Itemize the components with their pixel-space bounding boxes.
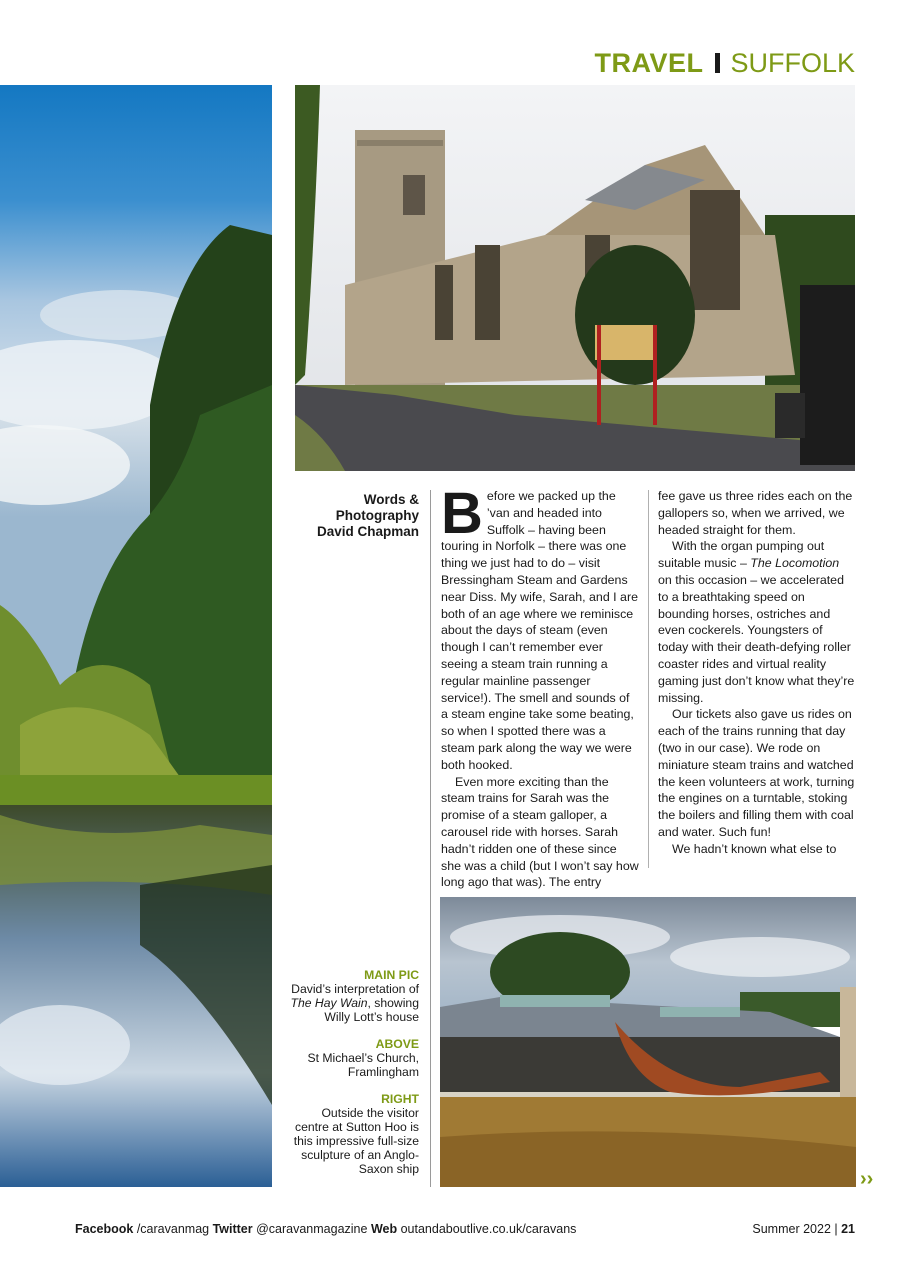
column-rule (648, 490, 649, 868)
photo-st-michaels-church (295, 85, 855, 471)
byline (300, 492, 419, 540)
byline-line-2: Photography (335, 508, 419, 523)
article-paragraph (658, 538, 856, 706)
header-separator (715, 53, 720, 73)
twitter-handle[interactable]: @caravanmagazine (252, 1222, 371, 1236)
section-subtitle: SUFFOLK (730, 48, 855, 78)
footer-issue (752, 1222, 855, 1236)
painting-title: The Hay Wain (290, 996, 368, 1010)
caption-label: RIGHT (381, 1092, 419, 1106)
caption-text: , showing Willy Lott’s house (324, 996, 419, 1024)
page-number: 21 (841, 1222, 855, 1236)
caption-label: MAIN PIC (364, 968, 419, 982)
caption-right (290, 1092, 419, 1176)
caption-text: St Michael’s Church, Framlingham (307, 1051, 419, 1079)
facebook-label: Facebook (75, 1222, 134, 1236)
main-photo-hay-wain (0, 85, 272, 1187)
photo-captions (290, 968, 419, 1189)
article-paragraph: fee gave us three rides each on the gallopers so, when we arrived, we headed straight for them. (658, 489, 853, 537)
article-paragraph: efore we packed up the ’van and headed into Suffolk – having been touring in Norfolk – there was one thing we just had to do – visit Bressingham Steam and Gardens near Diss. My wife, Sarah, and I are both of an age where we reminisce about the days of steam (even though I can’t remember ever seeing a steam train running a regular mainline passenger service!). The smell and sounds of a steam engine take some beating, so when I spotted there was a steam park along the way we were both hooked. (441, 489, 638, 772)
caption-text: David’s interpretation of (291, 982, 419, 996)
photo-sutton-hoo (440, 897, 856, 1187)
section-title: TRAVEL (594, 48, 704, 78)
article-column-1 (441, 481, 639, 891)
website-link[interactable]: outandaboutlive.co.uk/caravans (397, 1222, 577, 1236)
article-paragraph: We hadn’t known what else to (672, 841, 837, 856)
byline-line-1: Words & (363, 492, 419, 507)
article-paragraph: Our tickets also gave us rides on each of the trains running that day (two in our case). We rode on miniature steam trains and watched the keen volunteers at work, turning the engines on a turntable, stoking the boilers and filling them with coal and water. Such fun! (658, 707, 855, 839)
article-column-2 (658, 488, 856, 858)
article-text: With the organ pumping out suitable music – (658, 539, 825, 571)
section-header (594, 46, 855, 80)
article-paragraph: Even more exciting than the steam trains for Sarah was the promise of a steam galloper, a carousel ride with horses. Sarah hadn’t ridden one of these since she was a child (but I won’t say how long ago that was). The entry (441, 774, 639, 890)
caption-above (290, 1037, 419, 1079)
facebook-handle[interactable]: /caravanmag (133, 1222, 213, 1236)
twitter-label: Twitter (212, 1222, 253, 1236)
drop-cap: B (441, 481, 483, 546)
issue-label: Summer 2022 | (752, 1222, 842, 1236)
caption-main (290, 968, 419, 1024)
footer-social (75, 1222, 576, 1236)
continue-arrow-icon: ›› (860, 1168, 874, 1190)
caption-label: ABOVE (375, 1037, 419, 1051)
web-label: Web (370, 1222, 398, 1236)
article-text: on this occasion – we accelerated to a breathtaking speed on bounding horses, ostriches and even cockerels. Youngsters of today with their death-defying roller coaster rides and virtual reality gaming just don’t know what they’re missing. (658, 572, 855, 705)
byline-author: David Chapman (316, 524, 419, 539)
caption-text: Outside the visitor centre at Sutton Hoo is this impressive full-size sculpture of an Anglo-Saxon ship (293, 1106, 419, 1176)
left-column-rule (430, 490, 431, 1187)
song-title: The Locomotion (750, 556, 840, 571)
